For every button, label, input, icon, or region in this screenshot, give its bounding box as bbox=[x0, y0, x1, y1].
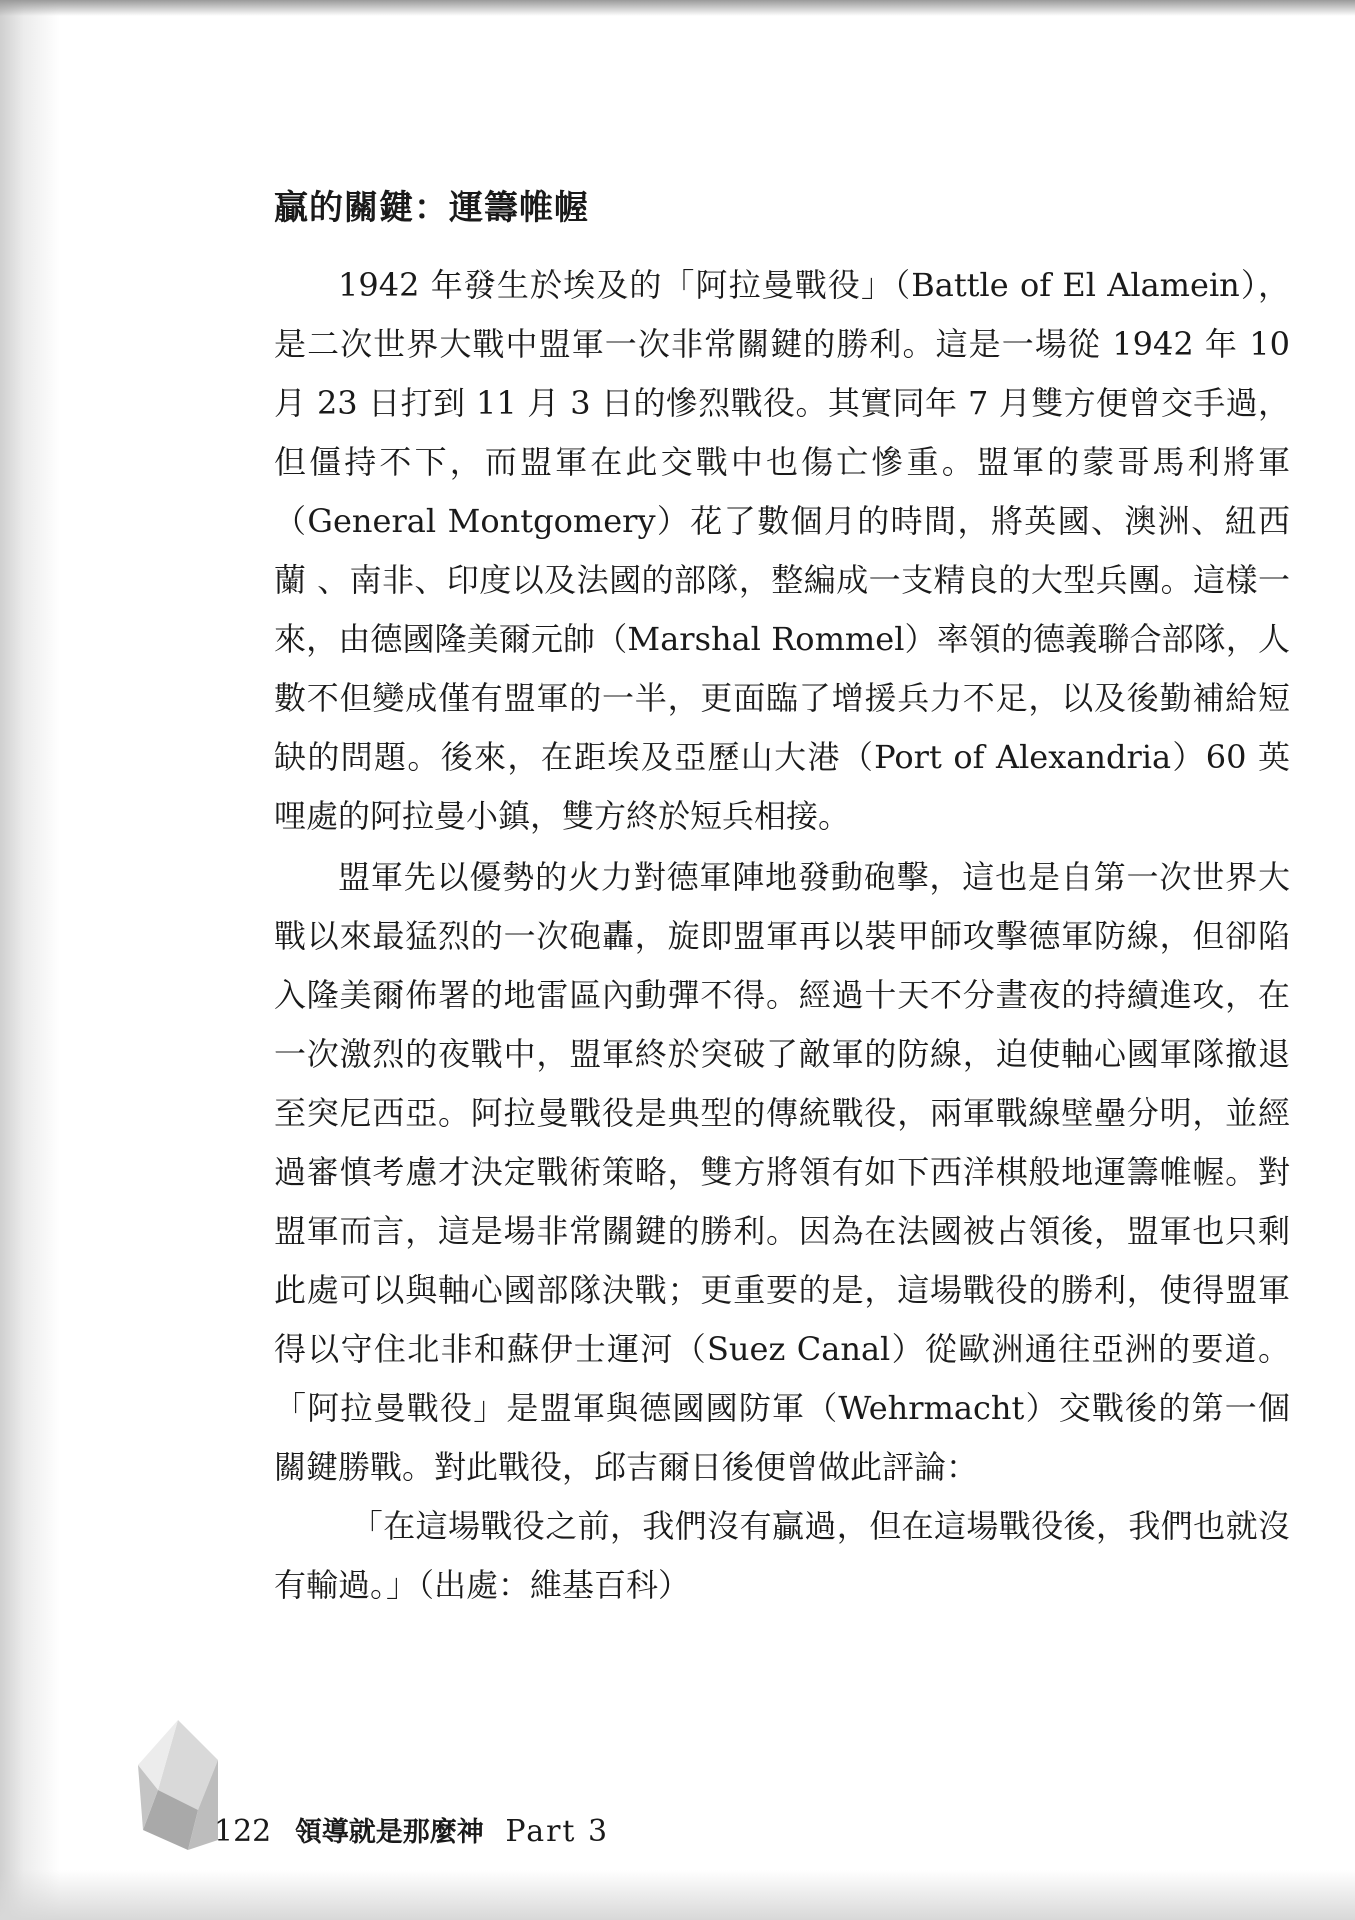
page-edge-shadow-bottom bbox=[0, 1870, 1355, 1920]
part-label: Part 3 bbox=[505, 1814, 610, 1849]
page-edge-shadow-left bbox=[0, 0, 60, 1920]
page-footer bbox=[214, 1812, 609, 1853]
book-title: 領導就是那麼神 bbox=[294, 1817, 484, 1848]
body-paragraph-1: 1942 年發生於埃及的「阿拉曼戰役」（Battle of El Alamein），是二次世界大戰中盟軍一次非常關鍵的勝利。這是一場從 1942 年 10 月 23 日打到 11 月 3 日的慘烈戰役。其實同年 7 月雙方便曾交手過，但僵持不下，而盟軍在此交戰中也傷亡慘重。盟軍的蒙哥馬利將軍（General Montgomery）花了數個月的時間，將英國、澳洲、紐西蘭 、南非、印度以及法國的部隊，整編成一支精良的大型兵團。這樣一來，由德國隆美爾元帥（Marshal Rommel）率領的德義聯合部隊，人數不但變成僅有盟軍的一半，更面臨了增援兵力不足，以及後勤補給短缺的問題。後來，在距埃及亞歷山大港（Port of Alexandria）60 英哩處的阿拉曼小鎮，雙方終於短兵相接。 bbox=[274, 266, 1290, 835]
decorative-facet-icon bbox=[138, 1720, 218, 1850]
section-title: 贏的關鍵：運籌帷幄 bbox=[274, 188, 589, 228]
page-body bbox=[274, 178, 1290, 1615]
churchill-quote: 「在這場戰役之前，我們沒有贏過，但在這場戰役後，我們也就沒有輸過。」（出處：維基百科） bbox=[274, 1507, 1290, 1604]
page-edge-shadow-top bbox=[0, 0, 1355, 16]
body-paragraph-2: 盟軍先以優勢的火力對德軍陣地發動砲擊，這也是自第一次世界大戰以來最猛烈的一次砲轟，旋即盟軍再以裝甲師攻擊德軍防線，但卻陷入隆美爾佈署的地雷區內動彈不得。經過十天不分晝夜的持續進攻，在一次激烈的夜戰中，盟軍終於突破了敵軍的防線，迫使軸心國軍隊撤退至突尼西亞。阿拉曼戰役是典型的傳統戰役，兩軍戰線壁壘分明，並經過審慎考慮才決定戰術策略，雙方將領有如下西洋棋般地運籌帷幄。對盟軍而言，這是場非常關鍵的勝利。因為在法國被占領後，盟軍也只剩此處可以與軸心國部隊決戰；更重要的是，這場戰役的勝利，使得盟軍得以守住北非和蘇伊士運河（Suez Canal）從歐洲通往亞洲的要道。「阿拉曼戰役」是盟軍與德國國防軍（Wehrmacht）交戰後的第一個關鍵勝戰。對此戰役，邱吉爾日後便曾做此評論： bbox=[274, 858, 1290, 1486]
page-number: 122 bbox=[214, 1814, 272, 1849]
